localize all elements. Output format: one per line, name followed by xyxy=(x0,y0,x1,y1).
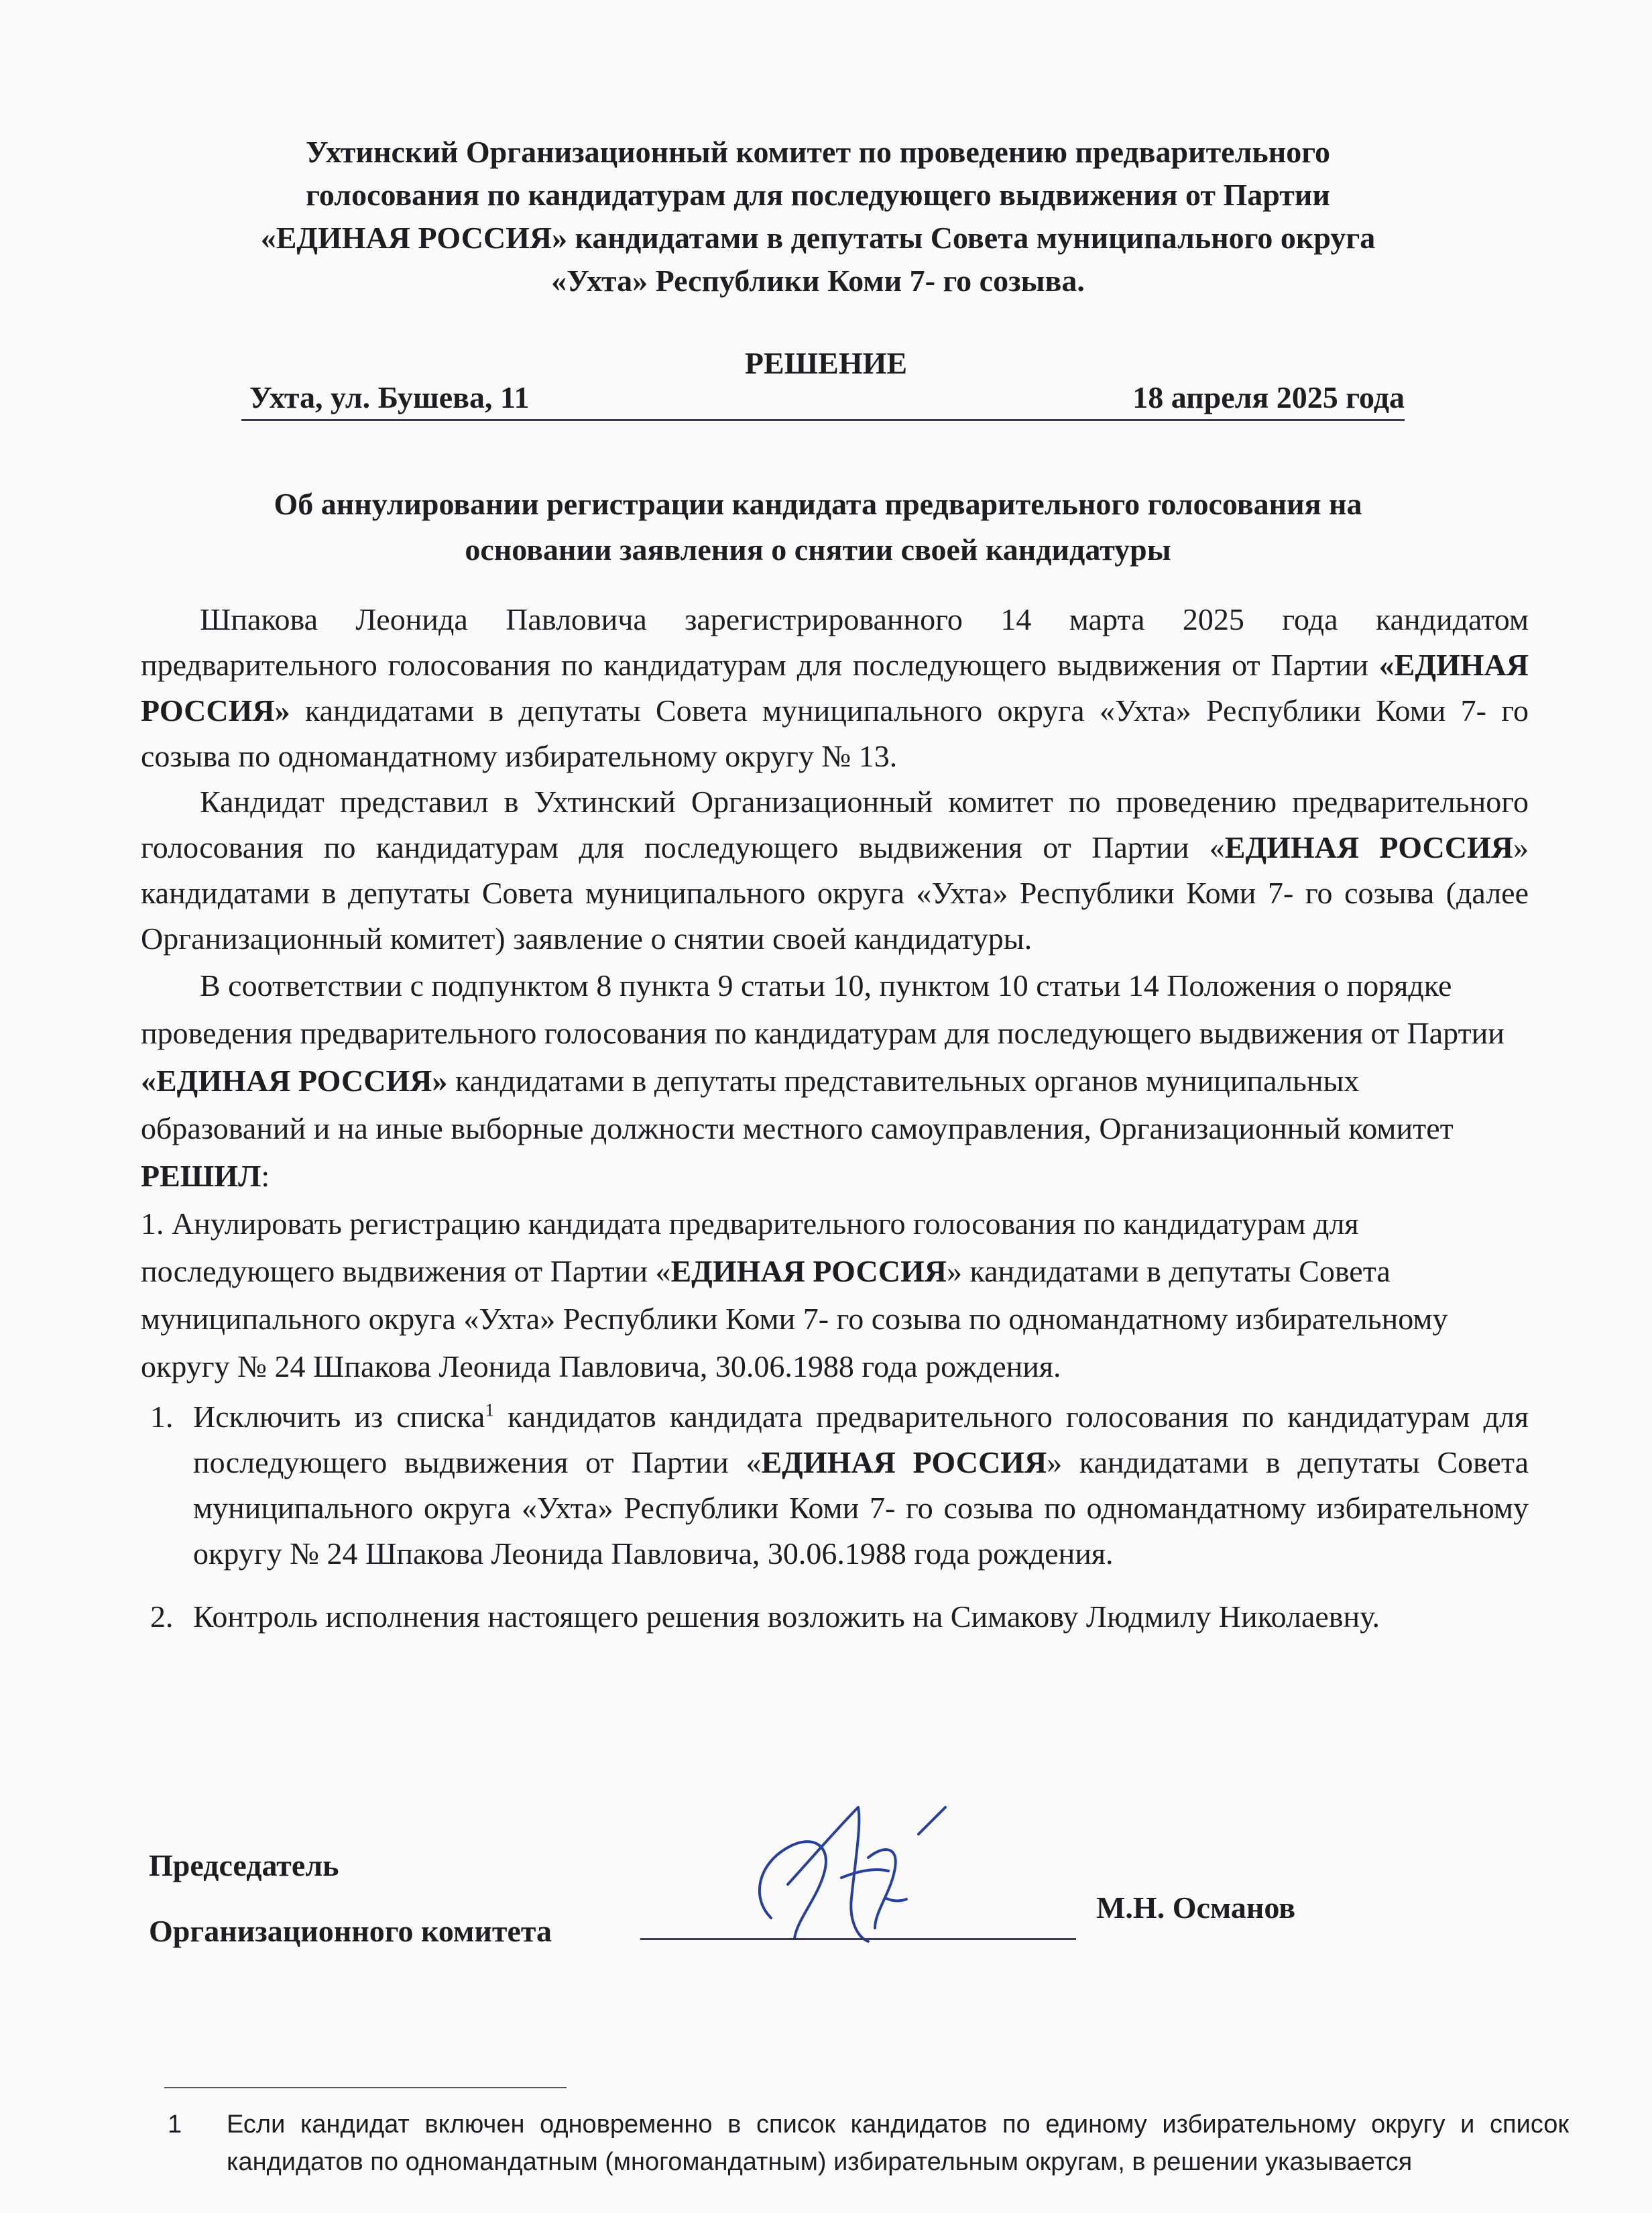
header-line-2: голосования по кандидатурам для последующего выдвижения от Партии xyxy=(306,178,1330,212)
item-number: 2. xyxy=(150,1599,174,1634)
text-run: Исключить из списка xyxy=(193,1400,485,1434)
party-name: «ЕДИНАЯ РОССИЯ» xyxy=(141,648,1529,728)
item-number: 1. xyxy=(150,1400,174,1434)
place-date-line xyxy=(241,379,1405,421)
committee-label: Организационного комитета xyxy=(149,1914,552,1948)
text-run: Кандидат представил в Ухтинский Организационный комитет по проведению предварительного голосования по кандидатурам для последующего выдвижения от Партии « xyxy=(141,785,1529,864)
text-run: : xyxy=(261,1159,270,1193)
text-run: Шпакова Леонида Павловича зарегистрированного 14 марта 2025 года кандидатом предварительного голосования по кандидатурам для последующего выдвижения от Партии xyxy=(141,602,1529,682)
footnote-number: 1 xyxy=(168,2110,182,2139)
text-run: » кандидатами в депутаты Совета муниципального округа «Ухта» Республики Коми 7- го созыва (далее Организационный комитет) заявление о снятии своей кандидатуры. xyxy=(141,830,1529,956)
paragraph-1 xyxy=(141,597,1529,779)
paragraph-3 xyxy=(141,962,1529,1200)
party-name: «ЕДИНАЯ РОССИЯ» xyxy=(141,1064,448,1098)
list-item-annul xyxy=(141,1200,1529,1390)
party-name: ЕДИНАЯ РОССИЯ xyxy=(1224,830,1513,864)
date: 18 апреля 2025 года xyxy=(1132,380,1405,414)
party-name: ЕДИНАЯ РОССИЯ xyxy=(670,1254,947,1288)
header-line-3: «ЕДИНАЯ РОССИЯ» кандидатами в депутаты Совета муниципального округа xyxy=(260,221,1376,255)
decided-word: РЕШИЛ xyxy=(141,1159,261,1193)
text-run: кандидатами в депутаты Совета муниципального округа «Ухта» Республики Коми 7- го созыва по одномандатному избирательному округу № 13. xyxy=(141,693,1529,773)
footnote-separator xyxy=(164,2087,567,2088)
subject-line-2: основании заявления о снятии своей кандидатуры xyxy=(465,532,1171,567)
footnote-text: Если кандидат включен одновременно в список кандидатов по единому избирательному округу и список кандидатов по одномандатным (многомандатным) избирательным округам, в решении указывается xyxy=(227,2110,1569,2176)
text-run: Контроль исполнения настоящего решения возложить на Симакову Людмилу Николаевну. xyxy=(193,1599,1380,1634)
text-run: » кандидатами в депутаты Совета муниципального округа «Ухта» Республики Коми 7- го созыва по одномандатному избирательному округу № 24 Шпакова Леонида Павловича, 30.06.1988 года рождения. xyxy=(141,1254,1448,1383)
paragraph-2 xyxy=(141,779,1529,962)
footnote-ref: 1 xyxy=(485,1399,495,1420)
list-item-control xyxy=(141,1594,1529,1640)
text-run: В соответствии с подпунктом 8 пункта 9 статьи 10, пунктом 10 статьи 14 Положения о порядке проведения предварительного голосования по кандидатурам для последующего выдвижения от Партии xyxy=(141,968,1504,1050)
handwritten-signature xyxy=(724,1784,979,1958)
text-run: » кандидатами в депутаты Совета муниципального округа «Ухта» Республики Коми 7- го созыва по одномандатному избирательному округу № 24 Шпакова Леонида Павловича, 30.06.1988 года рождения. xyxy=(193,1445,1529,1571)
committee-header xyxy=(144,131,1492,302)
header-line-1: Ухтинский Организационный комитет по проведению предварительного xyxy=(306,135,1330,169)
item-number: 1. xyxy=(141,1206,164,1241)
footnote xyxy=(168,2106,1569,2181)
place: Ухта, ул. Бушева, 11 xyxy=(249,380,530,414)
header-line-4: «Ухта» Республики Коми 7- го созыва. xyxy=(551,264,1085,298)
document-body xyxy=(141,597,1529,1640)
subject-line-1: Об аннулировании регистрации кандидата предварительного голосования на xyxy=(274,487,1362,521)
text-run: кандидатов кандидата предварительного голосования по кандидатурам для последующего выдвижения от Партии « xyxy=(193,1400,1529,1479)
chairman-name: М.Н. Османов xyxy=(1096,1890,1296,1925)
text-run: кандидатами в депутаты представительных органов муниципальных образований и на иные выборные должности местного самоуправления, Организационный комитет xyxy=(141,1064,1454,1145)
list-item-exclude xyxy=(141,1394,1529,1577)
chairman-label: Председатель xyxy=(149,1848,339,1882)
text-run: Анулировать регистрацию кандидата предварительного голосования по кандидатурам для последующего выдвижения от Партии « xyxy=(141,1206,1359,1288)
party-name: ЕДИНАЯ РОССИЯ xyxy=(761,1445,1047,1479)
decision-title: РЕШЕНИЕ xyxy=(744,346,908,380)
decision-subject xyxy=(144,481,1492,573)
signature-line xyxy=(640,1938,1076,1940)
